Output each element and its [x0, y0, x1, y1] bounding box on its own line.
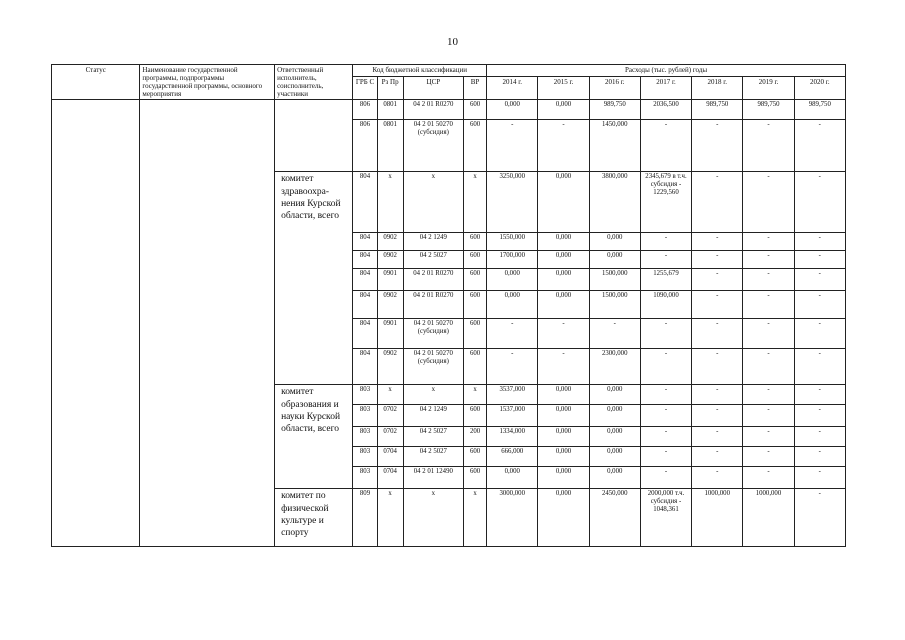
cell-grbs: 806 [353, 120, 377, 172]
cell-y2014: - [487, 349, 538, 385]
cell-y2015: 0,000 [538, 467, 589, 489]
cell-rzpr: 0901 [377, 319, 403, 349]
cell-grbs: 804 [353, 319, 377, 349]
cell-rzpr: 0704 [377, 447, 403, 467]
cell-csr: х [403, 172, 463, 233]
cell-y2016: 1450,000 [589, 120, 640, 172]
header-row-1 [52, 65, 846, 77]
cell-y2020: - [794, 233, 845, 251]
cell-y2019: - [743, 319, 794, 349]
header-2016: 2016 г. [589, 77, 640, 100]
cell-vr: х [463, 489, 486, 547]
cell-rzpr: 0801 [377, 120, 403, 172]
cell-y2017: - [640, 405, 691, 427]
cell-grbs: 806 [353, 100, 377, 120]
cell-vr: 600 [463, 447, 486, 467]
cell-csr: 04 2 01 50270 (субсидия) [403, 120, 463, 172]
cell-y2018: - [692, 172, 743, 233]
cell-y2019: - [743, 349, 794, 385]
cell-y2015: 0,000 [538, 447, 589, 467]
cell-y2018: - [692, 251, 743, 269]
executor-cell [275, 100, 353, 172]
cell-csr: 04 2 5027 [403, 447, 463, 467]
cell-vr: 600 [463, 467, 486, 489]
cell-y2020: - [794, 349, 845, 385]
cell-y2016: 3800,000 [589, 172, 640, 233]
cell-rzpr: 0902 [377, 233, 403, 251]
header-rzpr: Рз Пр [377, 77, 403, 100]
cell-y2015: 0,000 [538, 172, 589, 233]
cell-grbs: 804 [353, 291, 377, 319]
cell-csr: 04 2 1249 [403, 405, 463, 427]
cell-y2014: 0,000 [487, 467, 538, 489]
cell-y2014: 1334,000 [487, 427, 538, 447]
cell-y2014: 1537,000 [487, 405, 538, 427]
cell-y2015: 0,000 [538, 489, 589, 547]
cell-y2017: - [640, 233, 691, 251]
cell-y2019: - [743, 120, 794, 172]
cell-y2019: - [743, 233, 794, 251]
cell-y2015: 0,000 [538, 251, 589, 269]
cell-y2019: 989,750 [743, 100, 794, 120]
cell-csr: 04 2 01 12490 [403, 467, 463, 489]
cell-vr: 600 [463, 251, 486, 269]
cell-y2017: - [640, 427, 691, 447]
cell-y2014: 0,000 [487, 269, 538, 291]
cell-y2016: 0,000 [589, 405, 640, 427]
cell-y2017: 1255,679 [640, 269, 691, 291]
cell-grbs: 803 [353, 467, 377, 489]
cell-y2018: - [692, 233, 743, 251]
cell-grbs: 804 [353, 233, 377, 251]
header-program-name: Наименование государственной программы, подпрограммы государственной программы, основного мероприятия [140, 65, 275, 100]
cell-y2014: 0,000 [487, 291, 538, 319]
cell-csr: 04 2 01 50270 (субсидия) [403, 319, 463, 349]
cell-y2017: - [640, 447, 691, 467]
cell-rzpr: 0702 [377, 405, 403, 427]
cell-vr: 200 [463, 427, 486, 447]
cell-y2020: - [794, 269, 845, 291]
cell-csr: 04 2 01 R0270 [403, 291, 463, 319]
cell-y2019: - [743, 405, 794, 427]
cell-y2019: - [743, 269, 794, 291]
cell-y2018: - [692, 319, 743, 349]
cell-y2016: 2300,000 [589, 349, 640, 385]
cell-csr: х [403, 385, 463, 405]
executor-cell: комитет здравоохра-нения Курской области, всего [275, 172, 353, 385]
header-2018: 2018 г. [692, 77, 743, 100]
cell-y2016: 989,750 [589, 100, 640, 120]
cell-rzpr: 0704 [377, 467, 403, 489]
cell-grbs: 803 [353, 385, 377, 405]
cell-y2015: 0,000 [538, 233, 589, 251]
cell-y2017: - [640, 349, 691, 385]
cell-y2014: 1550,000 [487, 233, 538, 251]
cell-y2019: - [743, 251, 794, 269]
cell-vr: 600 [463, 319, 486, 349]
cell-vr: 600 [463, 100, 486, 120]
cell-y2014: 666,000 [487, 447, 538, 467]
cell-y2017: 2345,679 в т.ч. субсидия - 1229,560 [640, 172, 691, 233]
cell-y2016: 2450,000 [589, 489, 640, 547]
cell-y2016: 0,000 [589, 427, 640, 447]
cell-y2020: - [794, 467, 845, 489]
cell-rzpr: 0902 [377, 251, 403, 269]
cell-y2014: 3250,000 [487, 172, 538, 233]
cell-y2015: 0,000 [538, 427, 589, 447]
header-2017: 2017 г. [640, 77, 691, 100]
cell-y2015: - [538, 120, 589, 172]
executor-cell: комитет образования и науки Курской области, всего [275, 385, 353, 489]
table-row [52, 100, 846, 120]
cell-csr: 04 2 01 R0270 [403, 269, 463, 291]
cell-y2015: - [538, 319, 589, 349]
cell-y2020: - [794, 172, 845, 233]
cell-vr: 600 [463, 233, 486, 251]
cell-y2015: 0,000 [538, 269, 589, 291]
cell-y2018: - [692, 120, 743, 172]
cell-y2017: - [640, 120, 691, 172]
cell-y2016: 0,000 [589, 385, 640, 405]
cell-y2019: - [743, 467, 794, 489]
cell-csr: 04 2 5027 [403, 427, 463, 447]
cell-y2017: 2036,500 [640, 100, 691, 120]
cell-y2015: 0,000 [538, 405, 589, 427]
cell-y2014: 3000,000 [487, 489, 538, 547]
cell-y2017: - [640, 251, 691, 269]
cell-csr: 04 2 1249 [403, 233, 463, 251]
page-number: 10 [447, 36, 458, 48]
cell-y2019: - [743, 447, 794, 467]
cell-vr: 600 [463, 269, 486, 291]
cell-y2014: 0,000 [487, 100, 538, 120]
cell-y2014: 3537,000 [487, 385, 538, 405]
cell-y2016: - [589, 319, 640, 349]
cell-y2016: 1500,000 [589, 291, 640, 319]
header-status: Статус [52, 65, 140, 100]
header-csr: ЦСР [403, 77, 463, 100]
cell-y2020: - [794, 489, 845, 547]
cell-grbs: 803 [353, 447, 377, 467]
cell-y2020: - [794, 405, 845, 427]
cell-vr: 600 [463, 349, 486, 385]
header-2019: 2019 г. [743, 77, 794, 100]
cell-y2019: 1000,000 [743, 489, 794, 547]
cell-csr: 04 2 01 R0270 [403, 100, 463, 120]
cell-y2014: 1700,000 [487, 251, 538, 269]
cell-y2018: - [692, 291, 743, 319]
cell-y2014: - [487, 120, 538, 172]
cell-y2017: - [640, 319, 691, 349]
cell-y2020: - [794, 319, 845, 349]
cell-y2019: - [743, 385, 794, 405]
cell-vr: х [463, 172, 486, 233]
header-expenses: Расходы (тыс. рублей) годы [487, 65, 846, 77]
header-2020: 2020 г. [794, 77, 845, 100]
cell-y2017: - [640, 385, 691, 405]
cell-y2016: 0,000 [589, 233, 640, 251]
cell-y2018: - [692, 427, 743, 447]
cell-y2016: 0,000 [589, 447, 640, 467]
cell-y2018: - [692, 447, 743, 467]
cell-y2019: - [743, 427, 794, 447]
cell-rzpr: х [377, 385, 403, 405]
cell-vr: х [463, 385, 486, 405]
cell-csr: х [403, 489, 463, 547]
cell-y2020: - [794, 251, 845, 269]
cell-y2018: 989,750 [692, 100, 743, 120]
cell-grbs: 803 [353, 405, 377, 427]
cell-y2017: 2000,000 т.ч. субсидия - 1048,361 [640, 489, 691, 547]
cell-grbs: 804 [353, 349, 377, 385]
cell-y2018: - [692, 349, 743, 385]
header-grbs: ГРБ С [353, 77, 377, 100]
cell-rzpr: 0901 [377, 269, 403, 291]
cell-y2015: 0,000 [538, 291, 589, 319]
status-cell [52, 100, 140, 547]
cell-vr: 600 [463, 120, 486, 172]
cell-rzpr: х [377, 172, 403, 233]
header-2015: 2015 г. [538, 77, 589, 100]
executor-cell: комитет по физической культуре и спорту [275, 489, 353, 547]
cell-rzpr: х [377, 489, 403, 547]
header-executor: Ответственный исполнитель, соисполнитель, участники [275, 65, 353, 100]
cell-rzpr: 0902 [377, 349, 403, 385]
cell-csr: 04 2 5027 [403, 251, 463, 269]
cell-y2018: - [692, 467, 743, 489]
cell-y2015: 0,000 [538, 100, 589, 120]
cell-vr: 600 [463, 405, 486, 427]
cell-y2018: - [692, 269, 743, 291]
cell-grbs: 804 [353, 269, 377, 291]
cell-y2018: 1000,000 [692, 489, 743, 547]
cell-csr: 04 2 01 50270 (субсидия) [403, 349, 463, 385]
cell-y2017: 1090,000 [640, 291, 691, 319]
budget-table [51, 64, 846, 547]
cell-grbs: 803 [353, 427, 377, 447]
cell-grbs: 804 [353, 251, 377, 269]
cell-y2014: - [487, 319, 538, 349]
cell-y2016: 1500,000 [589, 269, 640, 291]
cell-y2020: - [794, 447, 845, 467]
cell-y2019: - [743, 172, 794, 233]
cell-y2020: - [794, 427, 845, 447]
cell-y2020: - [794, 120, 845, 172]
cell-y2020: - [794, 291, 845, 319]
header-vr: ВР [463, 77, 486, 100]
cell-y2016: 0,000 [589, 467, 640, 489]
cell-y2018: - [692, 405, 743, 427]
header-2014: 2014 г. [487, 77, 538, 100]
cell-y2016: 0,000 [589, 251, 640, 269]
cell-rzpr: 0801 [377, 100, 403, 120]
cell-y2015: 0,000 [538, 385, 589, 405]
cell-y2017: - [640, 467, 691, 489]
header-budget-code: Код бюджетной классификации [353, 65, 487, 77]
cell-y2019: - [743, 291, 794, 319]
cell-grbs: 809 [353, 489, 377, 547]
program-name-cell [140, 100, 275, 547]
cell-grbs: 804 [353, 172, 377, 233]
cell-rzpr: 0702 [377, 427, 403, 447]
cell-y2020: 989,750 [794, 100, 845, 120]
cell-vr: 600 [463, 291, 486, 319]
cell-y2020: - [794, 385, 845, 405]
cell-y2015: - [538, 349, 589, 385]
cell-rzpr: 0902 [377, 291, 403, 319]
cell-y2018: - [692, 385, 743, 405]
